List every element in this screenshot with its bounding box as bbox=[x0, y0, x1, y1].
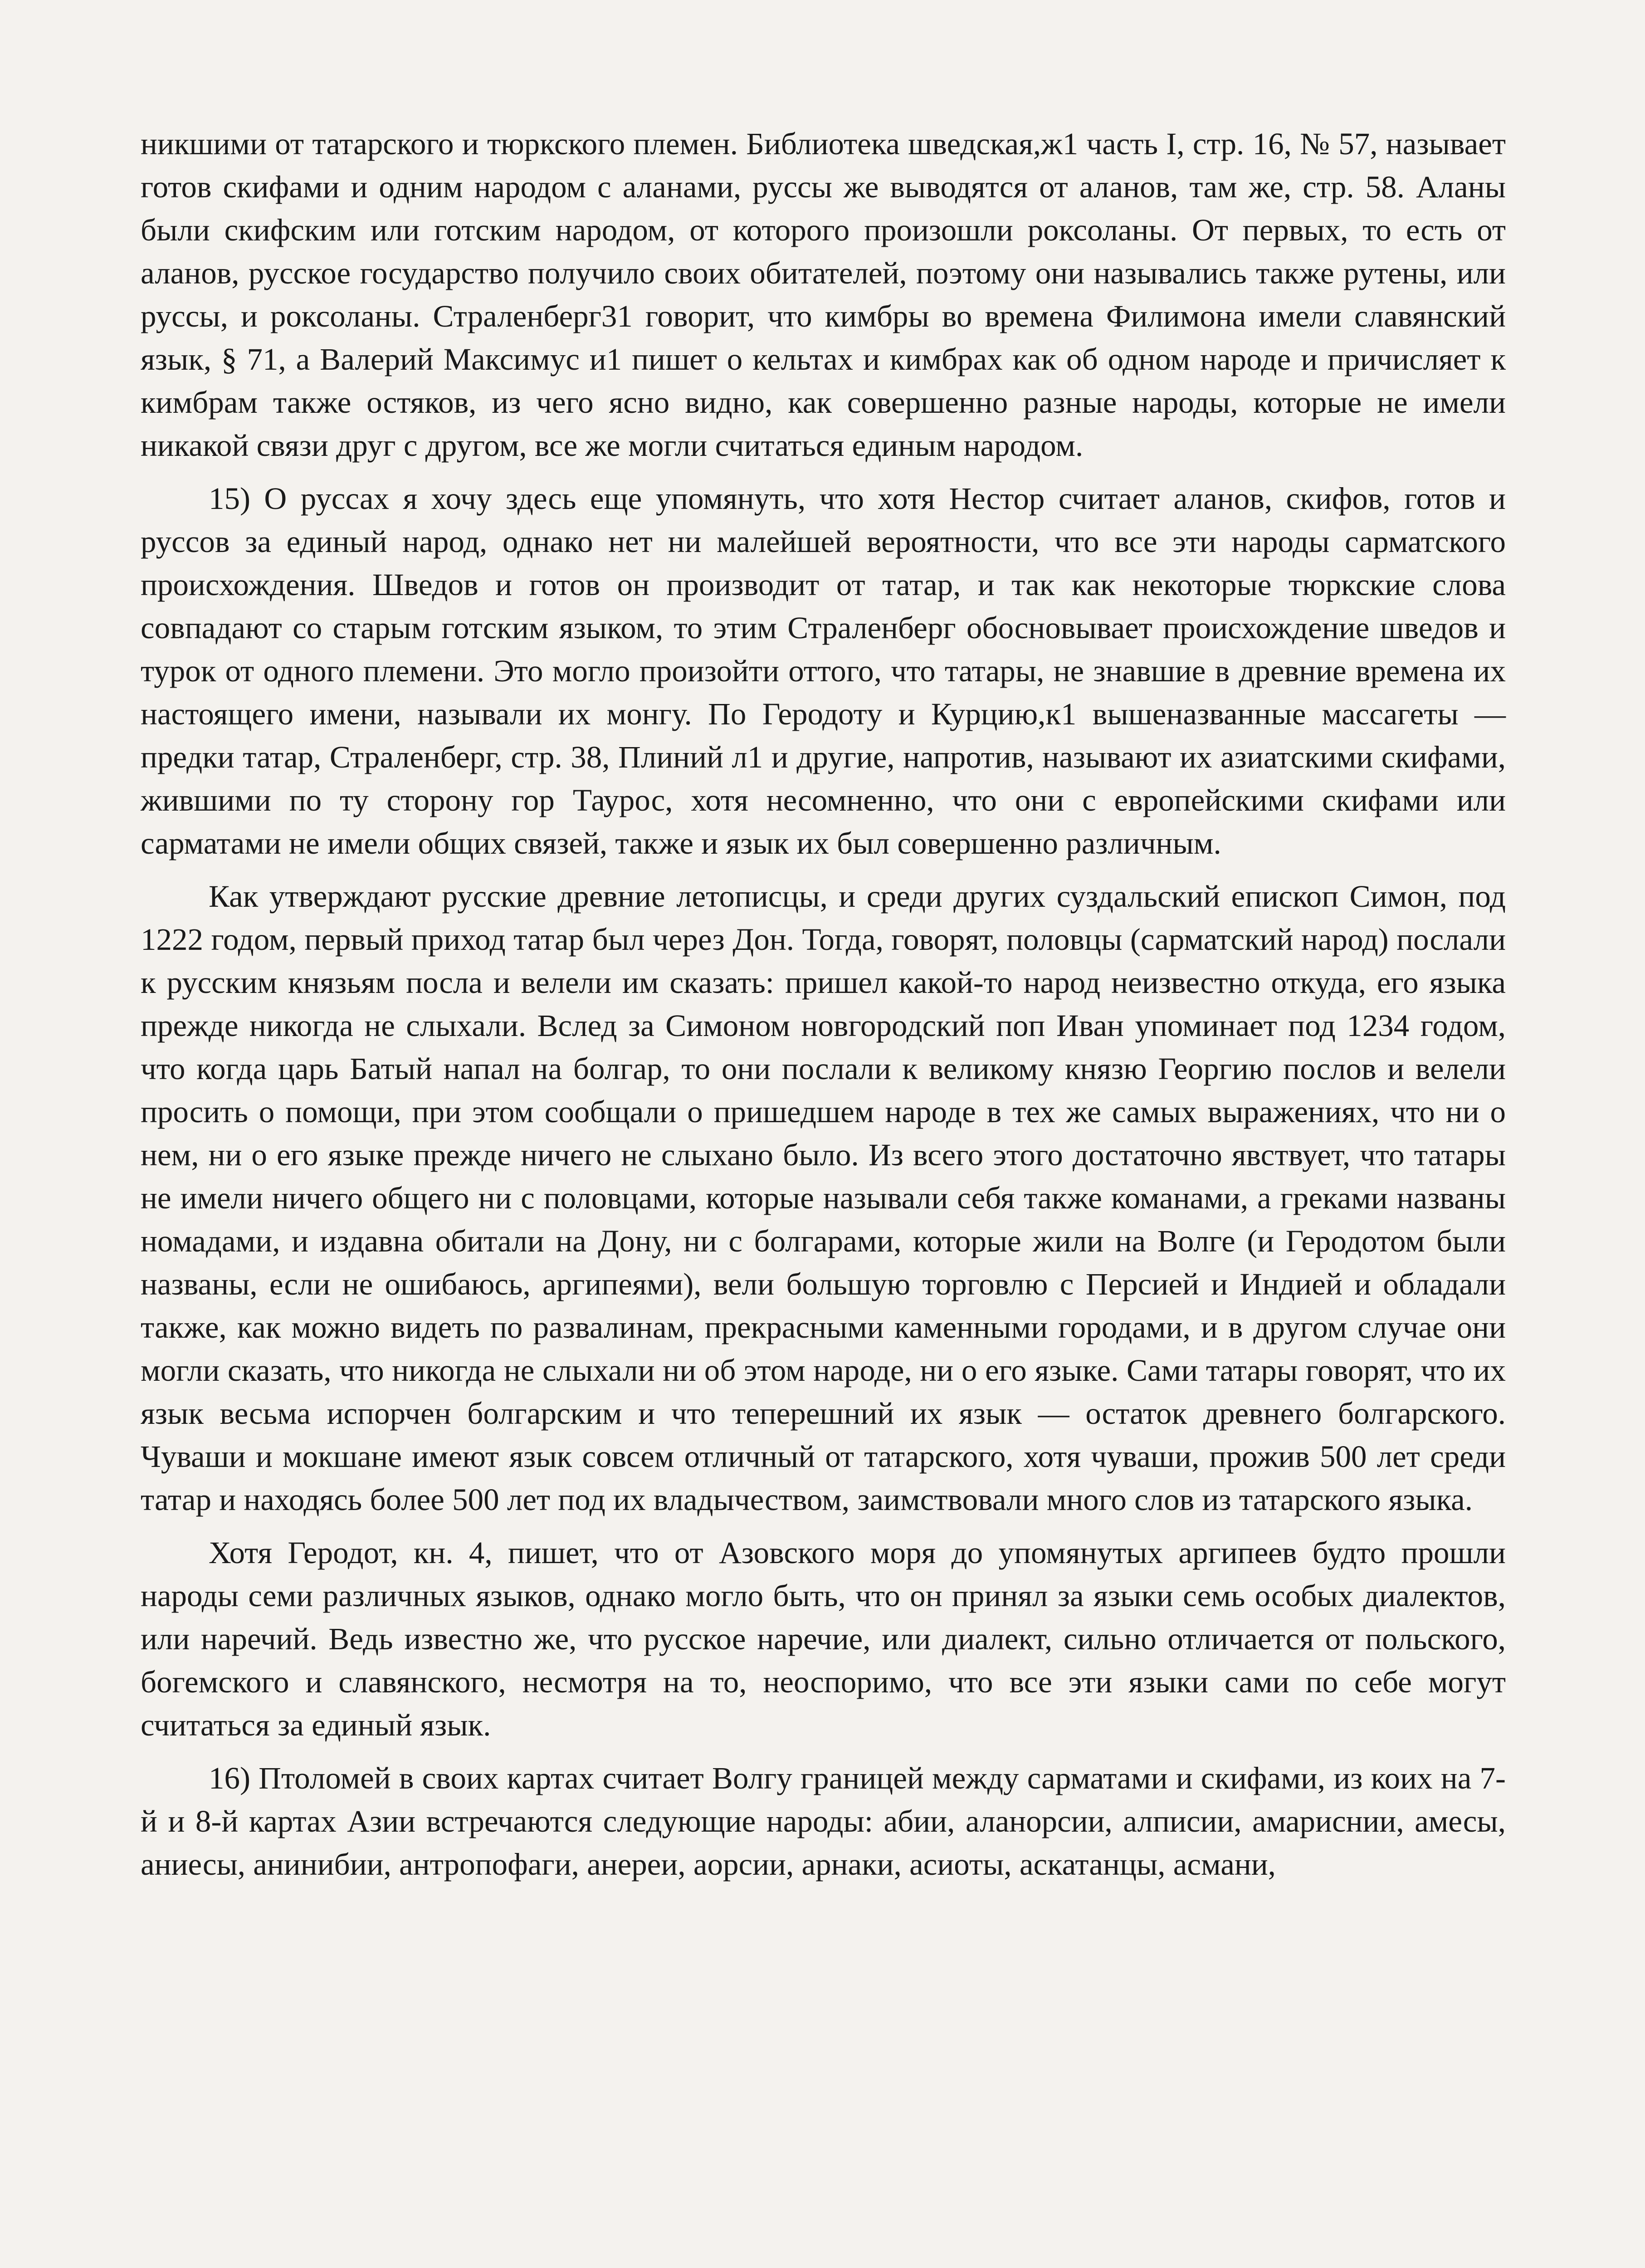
paragraph-4: Хотя Геродот, кн. 4, пишет, что от Азовского моря до упомянутых аргипеев будто прошли народы семи различных языков, однако могло быть, что он принял за языки семь особых диалектов, или наречий. Ведь известно же, что русское наречие, или диалект, сильно отличается от польского, богемского и славянского, несмотря на то, неоспоримо, что все эти языки сами по себе могут считаться за единый язык. bbox=[141, 1535, 1506, 1742]
paragraph-3: Как утверждают русские древние летописцы, и среди других суздальский епископ Симон, под 1222 годом, первый приход татар был через Дон. Тогда, говорят, половцы (сарматский народ) послали к русским князьям посла и велели им сказать: пришел какой-то народ неизвестно откуда, его языка прежде никогда не слыхали. Вслед за Симоном новгородский поп Иван упоминает под 1234 годом, что когда царь Батый напал на болгар, то они послали к великому князю Георгию послов и велели просить о помощи, при этом сообщали о пришедшем народе в тех же самых выражениях, что ни о нем, ни о его языке прежде ничего не слыхано было. Из всего этого достаточно явствует, что татары не имели ничего общего ни с половцами, которые называли себя также команами, а греками названы номадами, и издавна обитали на Дону, ни с болгарами, которые жили на Волге (и Геродотом были названы, если не ошибаюсь, аргипеями), вели большую торговлю с Персией и Индией и обладали также, как можно видеть по развалинам, прекрасными каменными городами, и в другом случае они могли сказать, что никогда не слыхали ни об этом народе, ни о его языке. Сами татары говорят, что их язык весьма испорчен болгарским и что теперешний их язык — остаток древнего болгарского. Чуваши и мокшане имеют язык совсем отличный от татарского, хотя чуваши, прожив 500 лет среди татар и находясь более 500 лет под их владычеством, заимствовали много слов из татарского языка. bbox=[141, 879, 1506, 1517]
paragraph-1: никшими от татарского и тюркского племен. Библиотека шведская,ж1 часть I, стр. 16, № 57, называет готов скифами и одним народом с аланами, руссы же выводятся от аланов, там же, стр. 58. Аланы были скифским или готским народом, от которого произошли роксоланы. От первых, то есть от аланов, русское государство получило своих обитателей, поэтому они назывались также рутены, или руссы, и роксоланы. Страленберг31 говорит, что кимбры во времена Филимона имели славянский язык, § 71, а Валерий Максимус и1 пишет о кельтах и кимбрах как об одном народе и причисляет к кимбрам также остяков, из чего ясно видно, как совершенно разные народы, которые не имели никакой связи друг с другом, все же могли считаться единым народом. bbox=[141, 127, 1506, 463]
text-body bbox=[141, 122, 1506, 1886]
paragraph-5: 16) Птоломей в своих картах считает Волгу границей между сарматами и скифами, из коих на 7-й и 8-й картах Азии встречаются следующие народы: абии, аланорсии, алписии, амариснии, амесы, аниесы, анинибии, антропофаги, анереи, аорсии, арнаки, асиоты, аскатанцы, асмани, bbox=[141, 1761, 1506, 1882]
paragraph-2: 15) О руссах я хочу здесь еще упомянуть, что хотя Нестор считает аланов, скифов, готов и руссов за единый народ, однако нет ни малейшей вероятности, что все эти народы сарматского происхождения. Шведов и готов он производит от татар, и так как некоторые тюркские слова совпадают со старым готским языком, то этим Страленберг обосновывает происхождение шведов и турок от одного племени. Это могло произойти оттого, что татары, не знавшие в древние времена их настоящего имени, называли их монгу. По Геродоту и Курцию,к1 вышеназванные массагеты — предки татар, Страленберг, стр. 38, Плиний л1 и другие, напротив, называют их азиатскими скифами, жившими по ту сторону гор Таурос, хотя несомненно, что они с европейскими скифами или сарматами не имели общих связей, также и язык их был совершенно различным. bbox=[141, 481, 1506, 860]
